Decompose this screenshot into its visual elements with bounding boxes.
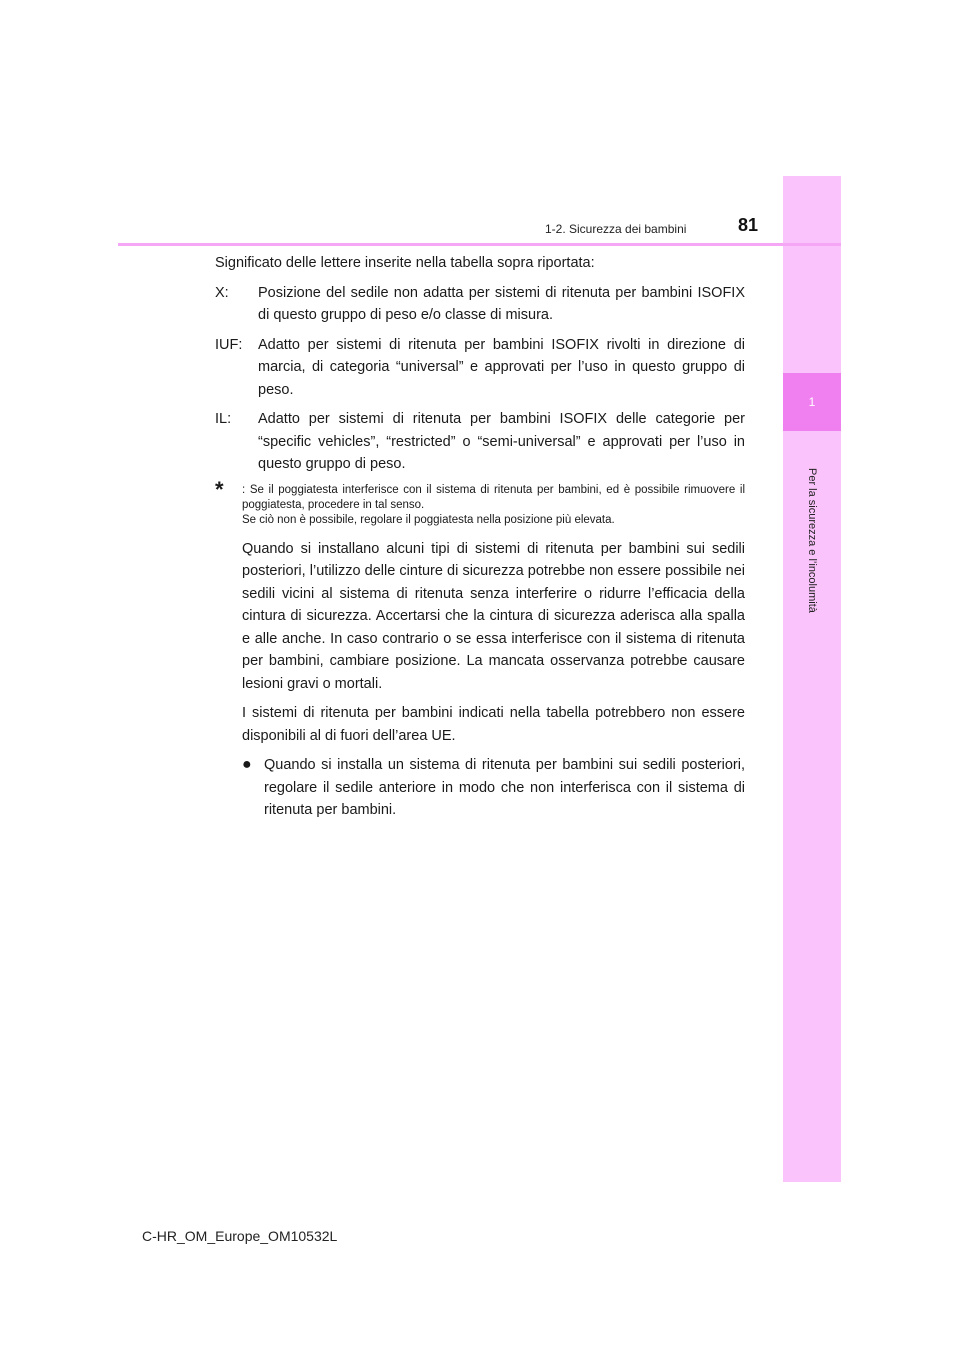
definition-x — [215, 282, 745, 327]
chapter-side-tab — [783, 176, 841, 1182]
section-title: 1-2. Sicurezza dei bambini — [545, 222, 687, 236]
footnote-line: : Se il poggiatesta interferisce con il sistema di ritenuta per bambini, ed è possibile rimuovere il poggiatesta, procedere in tal senso. — [242, 483, 745, 511]
definition-term: IL: — [215, 411, 232, 427]
definition-il — [215, 408, 745, 476]
bullet-item — [242, 754, 745, 822]
availability-paragraph: I sistemi di ritenuta per bambini indicati nella tabella potrebbero non essere disponibili al di fuori dell’area UE. — [242, 705, 745, 744]
chapter-number: 1 — [808, 395, 816, 409]
header-rule — [118, 243, 841, 246]
definition-text: Adatto per sistemi di ritenuta per bambini ISOFIX delle categorie per “specific vehicles”, “restricted” o “semi-universal” e approvati per l’uso in questo gruppo di peso. — [258, 411, 745, 472]
chapter-number-tab — [783, 373, 841, 431]
chapter-title: Per la sicurezza e l’incolumità — [806, 467, 818, 613]
footnote-asterisk: * — [215, 476, 224, 502]
chapter-title-tab — [786, 440, 838, 640]
bullet-text: Quando si installa un sistema di ritenuta per bambini sui sedili posteriori, regolare il sedile anteriore in modo che non interferisca con il sistema di ritenuta per bambini. — [264, 757, 745, 818]
footnote-body — [242, 483, 745, 528]
page-content — [215, 252, 745, 822]
footnote — [215, 476, 745, 528]
bullet-dot-icon: ● — [242, 756, 252, 773]
footer-doc-code: C-HR_OM_Europe_OM10532L — [142, 1228, 338, 1244]
definition-term: X: — [215, 284, 229, 301]
page-number: 81 — [738, 215, 759, 235]
footnote-line: Se ciò non è possibile, regolare il poggiatesta nella posizione più elevata. — [242, 513, 615, 526]
definition-text: Posizione del sedile non adatta per sistemi di ritenuta per bambini ISOFIX di questo gruppo di peso e/o classe di misura. — [258, 284, 745, 323]
definition-text: Adatto per sistemi di ritenuta per bambini ISOFIX rivolti in direzione di marcia, di categoria “universal” e approvati per l’uso in questo gruppo di peso. — [258, 336, 745, 398]
definition-iuf — [215, 334, 745, 402]
intro-text: Significato delle lettere inserite nella tabella sopra riportata: — [215, 255, 595, 271]
definition-term: IUF: — [215, 336, 243, 353]
warning-paragraph: Quando si installano alcuni tipi di sistemi di ritenuta per bambini sui sedili posteriori, l’utilizzo delle cinture di sicurezza potrebbe non essere possibile nei sedili vicini al sistema di ritenuta senza interferire o ridurre l’efficacia della cintura di sicurezza. Accertarsi che la cintura di sicurezza aderisca alla spalla e alle anche. In caso contrario o se essa interferisce con il sistema di ritenuta per bambini, cambiare posizione. La mancata osservanza potrebbe causare lesioni gravi o mortali. — [242, 540, 745, 692]
